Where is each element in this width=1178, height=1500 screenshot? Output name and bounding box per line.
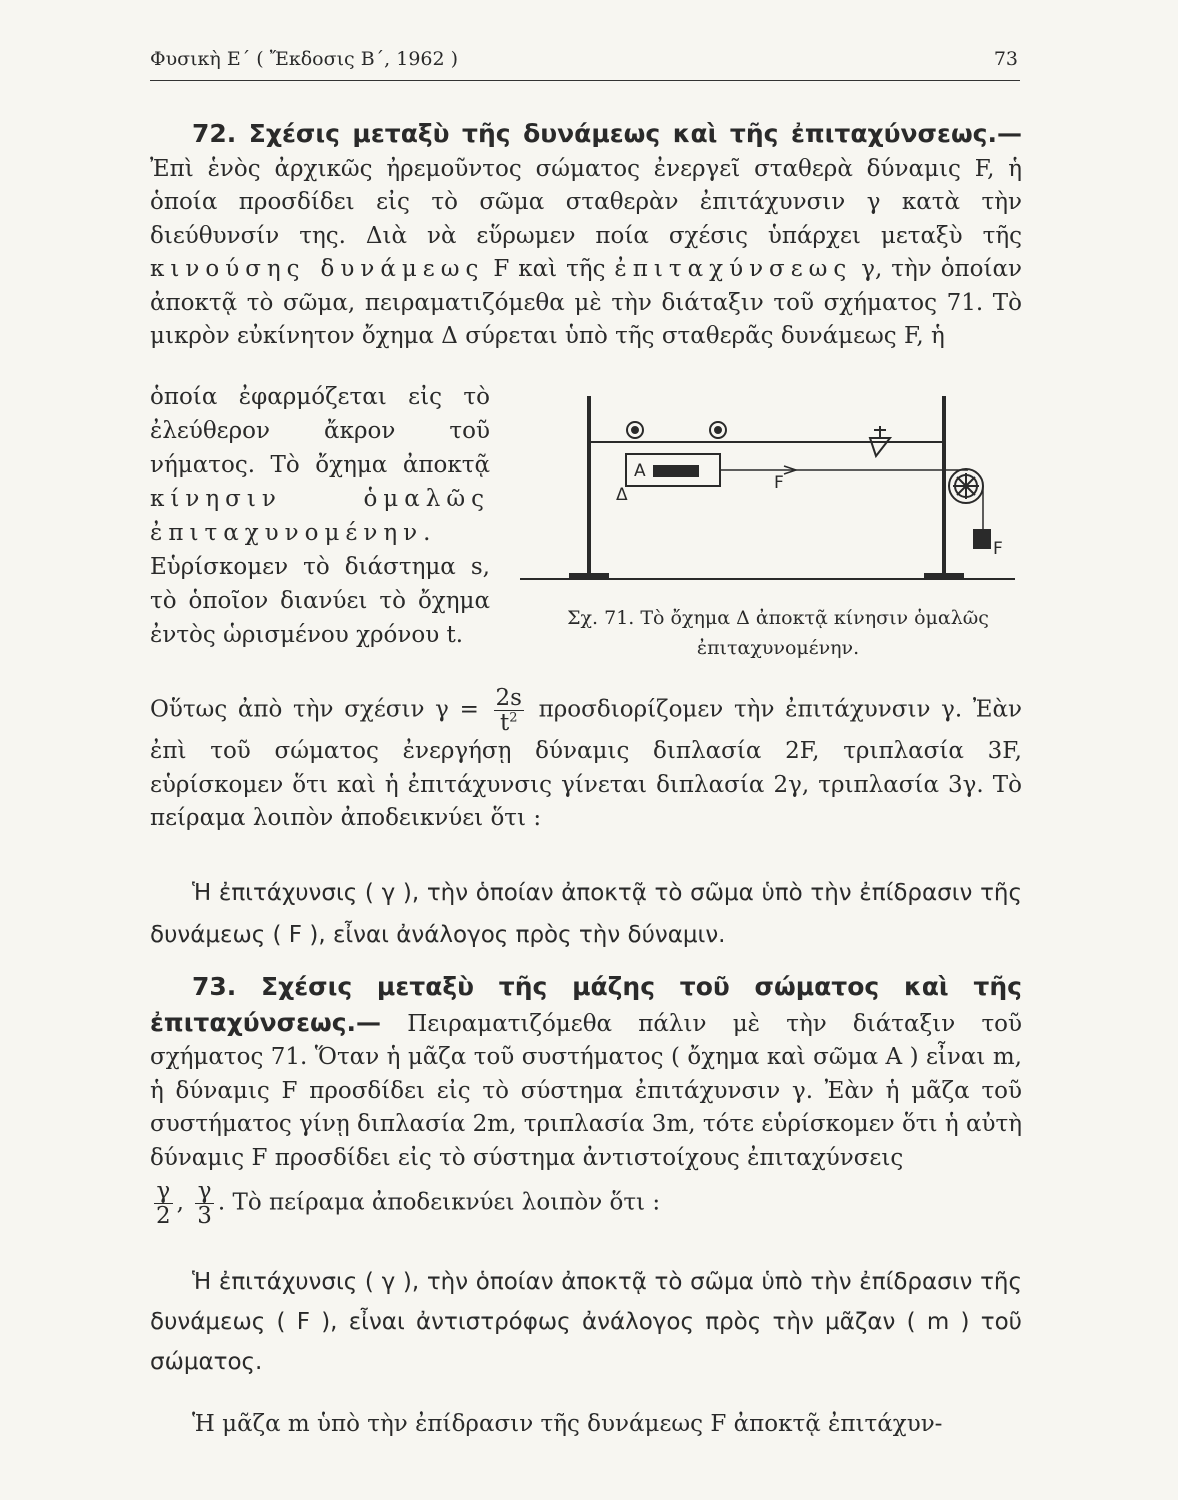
left-col-spaced: κίνησιν ὁμαλῶς ἐπιταχυνομένην.	[150, 486, 490, 546]
frac1-den: 2	[156, 1203, 171, 1230]
section-73-tail: Τὸ πείραμα ἀποδεικνύει λοιπὸν ὅτι :	[232, 1189, 661, 1216]
formula-numerator: 2s	[495, 685, 522, 711]
frac2-den: 3	[197, 1203, 212, 1230]
section-72-formula-paragraph	[150, 686, 1022, 836]
section-73-heading: 73. Σχέσις μεταξὺ τῆς μάζης τοῦ σώματος καὶ τῆς ἐπιταχύνσεως.—	[150, 972, 1022, 1037]
caption-line-2: ἐπιταχυνομένην.	[696, 637, 860, 659]
section-72-spaced-b: ἐπιταχύνσεως	[614, 256, 853, 282]
section-72-spaced-a: κινούσης δυνάμεως	[150, 256, 485, 282]
figure-71-caption	[528, 603, 1028, 663]
formula-tail: προσδιορίζομεν τὴν ἐπιτάχυνσιν γ. Ἐὰν ἐπὶ τοῦ σώματος ἐνεργήσῃ δύναμις διπλασία 2F, τριπλασία 3F, εὑρίσκομεν ὅτι καὶ ἡ ἐπιτάχυνσις γίνεται διπλασία 2γ, τριπλασία 3γ. Τὸ πείραμα λοιπὸν ἀποδεικνύει ὅτι :	[150, 696, 1022, 832]
section-72-heading: 72. Σχέσις μεταξὺ τῆς δυνάμεως καὶ τῆς ἐπιταχύνσεως.—	[192, 119, 1022, 148]
fraction-gamma-3	[195, 1179, 214, 1228]
label-f-arrow: F	[774, 473, 784, 493]
frac1-num: γ	[154, 1179, 173, 1204]
formula-lead: Οὕτως ἀπὸ τὴν σχέσιν γ =	[150, 696, 479, 723]
page-header	[150, 40, 1020, 81]
figure-71-apparatus	[520, 390, 1020, 610]
left-col-text-b: Εὑρίσκομεν τὸ διάστημα s, τὸ ὁποῖον διανύει τὸ ὄχημα ἐντὸς ὡρισμένου χρόνου t.	[150, 554, 490, 648]
formula-denominator: t	[500, 710, 510, 737]
frac2-num: γ	[195, 1179, 214, 1204]
section-73: 73. Σχέσις μεταξὺ τῆς μάζης τοῦ σώματος καὶ τῆς ἐπιταχύνσεως.— Πειραματιζόμεθα πάλιν μὲ τὴν διάταξιν τοῦ σχήματος 71. Ὅταν ἡ μᾶζα τοῦ συστήματος ( ὄχημα καὶ σῶμα Α ) εἶναι m, ἡ δύναμις F προσδίδει εἰς τὸ σύστημα ἐπιτάχυνσιν γ. Ἐὰν ἡ μᾶζα τοῦ συστήματος γίνῃ διπλασία 2m, τριπλασία 3m, τότε εὑρίσκομεν ὅτι ἡ αὐτὴ δύναμις F προσδίδει εἰς τὸ σύστημα ἀντιστοίχους ἐπιταχύνσεις $\frac{\gamma}{2}$ , $\frac{\gamma}{3}$ . Τὸ πείραμα ἀποδεικνύει λοιπὸν ὅτι :	[150, 972, 1022, 1230]
section-72-text-c: γ, τὴν ὁποίαν ἀποκτᾷ τὸ σῶμα, πειραματιζόμεθα μὲ τὴν διάταξιν τοῦ σχήματος 71. Τὸ μικρὸν εὐκίνητον ὄχημα Δ σύρεται ὑπὸ τῆς σταθερᾶς δυνάμεως F, ἡ	[150, 256, 1023, 349]
fraction-gamma-2	[154, 1179, 173, 1228]
section-72-left-column	[150, 380, 490, 652]
left-col-text-a: ὁποία ἐφαρμόζεται εἰς τὸ ἐλεύθερον ἄκρον τοῦ νήματος. Τὸ ὄχημα ἀποκτᾷ	[150, 384, 490, 478]
section-73-last-line	[150, 1408, 1022, 1442]
caption-line-1: Σχ. 71. Τὸ ὄχημα Δ ἀποκτᾷ κίνησιν ὁμαλῶς	[567, 607, 989, 629]
page-number: 73	[993, 48, 1018, 70]
section-72-intro	[150, 117, 1022, 354]
law-73-text: Ἡ ἐπιτάχυνσις ( γ ), τὴν ὁποίαν ἀποκτᾷ τὸ σῶμα ὑπὸ τὴν ἐπίδρασιν τῆς δυνάμεως ( F ), εἶναι ἀντιστρόφως ἀνάλογος πρὸς τὴν μᾶζαν ( m ) τοῦ σώματος.	[150, 1269, 1022, 1375]
section-73-law	[150, 1262, 1022, 1382]
label-a: A	[634, 461, 646, 481]
section-72-law	[150, 872, 1022, 956]
right-foot	[925, 574, 963, 579]
label-delta: Δ	[616, 485, 628, 505]
spring-scale	[870, 438, 890, 456]
formula-fraction	[494, 686, 524, 735]
law-72-text: Ἡ ἐπιτάχυνσις ( γ ), τὴν ὁποίαν ἀποκτᾷ τὸ σῶμα ὑπὸ τὴν ἐπίδρασιν τῆς δυνάμεως ( F ), εἶναι ἀνάλογος πρὸς τὴν δύναμιν.	[150, 880, 1022, 948]
hanging-weight	[974, 530, 990, 548]
section-72-text-a: Ἐπὶ ἑνὸς ἀρχικῶς ἠρεμοῦντος σώματος ἐνεργεῖ σταθερὰ δύναμις F, ἡ ὁποία προσδίδει εἰς τὸ σῶμα σταθερὰν ἐπιτάχυνσιν γ κατὰ τὴν διεύθυνσίν της. Διὰ νὰ εὕρωμεν ποία σχέσις ὑπάρχει μεταξὺ τῆς	[150, 155, 1022, 249]
formula-exponent: 2	[509, 710, 518, 726]
running-title: Φυσικὴ Ε΄ ( Ἔκδοσις Β΄, 1962 )	[150, 48, 459, 70]
section-72-text-b: F καὶ τῆς	[493, 256, 606, 282]
last-line-text: Ἡ μᾶζα m ὑπὸ τὴν ἐπίδρασιν τῆς δυνάμεως F ἀποκτᾷ ἐπιτάχυν-	[192, 1411, 943, 1437]
left-foot	[570, 574, 608, 579]
section-73-text: Πειραματιζόμεθα πάλιν μὲ τὴν διάταξιν τοῦ σχήματος 71. Ὅταν ἡ μᾶζα τοῦ συστήματος ( ὄχημα καὶ σῶμα Α ) εἶναι m, ἡ δύναμις F προσδίδει εἰς τὸ σύστημα ἐπιτάχυνσιν γ. Ἐὰν ἡ μᾶζα τοῦ συστήματος γίνῃ διπλασία 2m, τριπλασία 3m, τότε εὑρίσκομεν ὅτι ἡ αὐτὴ δύναμις F προσδίδει εἰς τὸ σύστημα ἀντιστοίχους ἐπιταχύνσεις	[150, 1010, 1022, 1171]
label-f-weight: F	[993, 539, 1003, 559]
block-a	[654, 466, 698, 476]
